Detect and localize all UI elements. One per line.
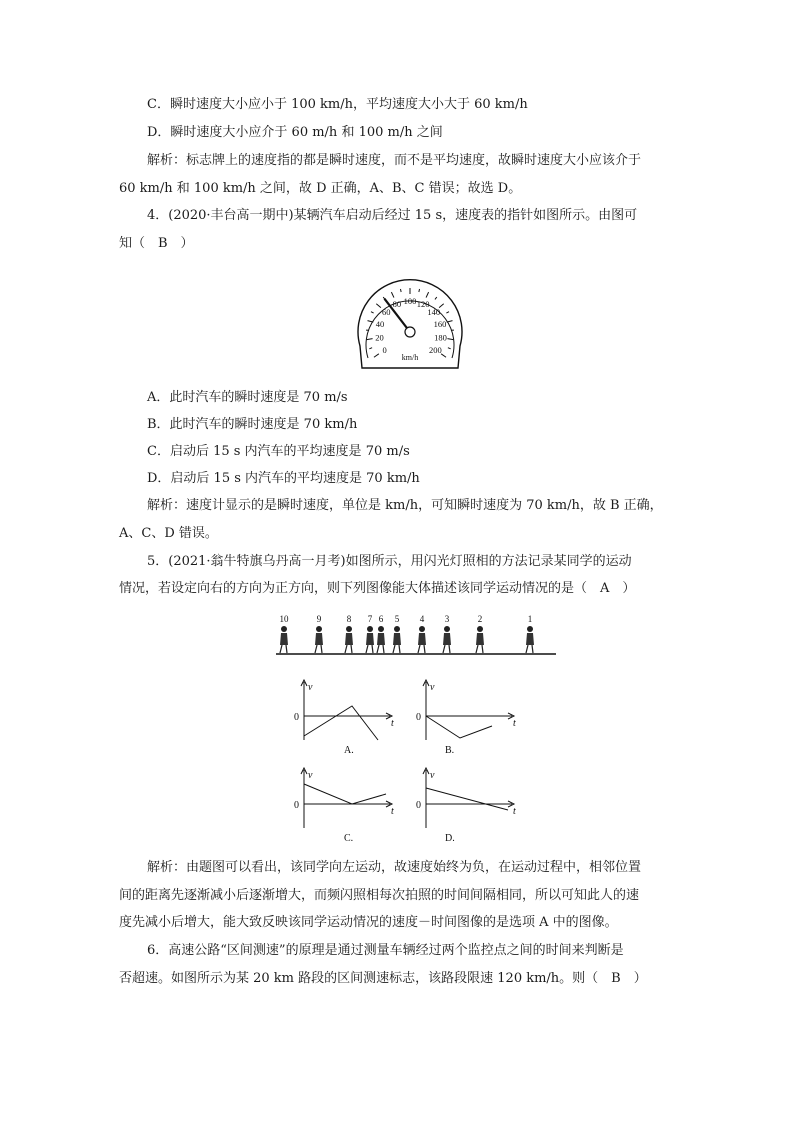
text-line-10: D．启动后 15 s 内汽车的平均速度是 70 km/h	[147, 471, 420, 486]
text-line-14: 情况，若设定向右的方向为正方向，则下列图像能大体描述该同学运动情况的是（ A ）	[119, 581, 636, 596]
speedometer-tick-mark	[419, 289, 420, 292]
graph-label-a: A.	[344, 745, 354, 756]
text-line-13: 5．(2021·翁牛特旗乌丹高一月考)如图所示，用闪光灯照相的方法记录某同学的运动	[147, 554, 632, 569]
runner-figure	[280, 626, 288, 653]
runner-figure	[366, 626, 374, 653]
speedometer-tick-label: 60	[382, 307, 391, 318]
speedometer-tick-label: 0	[382, 344, 387, 355]
svg-text:0: 0	[416, 800, 421, 811]
vt-graph-b	[412, 678, 524, 758]
text-line-16: 间的距离先逐渐减小后逐渐增大，而频闪照相每次拍照的时间间隔相同，所以可知此人的速	[119, 888, 640, 903]
text-line-18: 6．高速公路“区间测速”的原理是通过测量车辆经过两个监控点之间的时间来判断是	[147, 943, 624, 958]
text-line-8: B．此时汽车的瞬时速度是 70 km/h	[147, 417, 358, 432]
strobe-position-label: 7	[367, 614, 373, 624]
text-line-6: 知（ B ）	[119, 236, 194, 251]
runner-figure	[443, 626, 451, 653]
speedometer-tick-label: 40	[375, 318, 385, 329]
speed-unit: km/h	[401, 353, 419, 362]
runner-figure	[418, 626, 426, 653]
speedometer-tick-label: 80	[392, 298, 402, 309]
strobe-position-label: 10	[279, 614, 289, 624]
text-line-17: 度先减小后增大，能大致反映该同学运动情况的速度－时间图像的是选项 A 中的图像。	[119, 915, 618, 930]
runner-figure	[476, 626, 484, 653]
vt-graph-c	[290, 766, 402, 846]
text-line-2: D．瞬时速度大小应介于 60 m/h 和 100 m/h 之间	[147, 125, 443, 140]
svg-text:t: t	[391, 718, 394, 729]
svg-text:0: 0	[294, 800, 299, 811]
needle-hub	[405, 327, 415, 337]
strobe-position-label: 5	[394, 614, 400, 624]
runner-figure	[526, 626, 534, 653]
graph-label-b: B.	[445, 745, 455, 756]
svg-text:v: v	[308, 770, 313, 781]
graph-label-c: C.	[344, 833, 354, 844]
speedometer-tick-label: 200	[429, 344, 442, 355]
text-line-1: C．瞬时速度大小应小于 100 km/h，平均速度大小大于 60 km/h	[147, 97, 528, 112]
strobe-position-label: 1	[527, 614, 533, 624]
text-line-3: 解析：标志牌上的速度指的都是瞬时速度，而不是平均速度，故瞬时速度大小应该介于	[147, 153, 642, 168]
speedometer-tick-label: 140	[427, 307, 441, 318]
text-line-5: 4．(2020·丰台高一期中)某辆汽车启动后经过 15 s，速度表的指针如图所示。由图可	[147, 208, 638, 223]
runner-figure	[393, 626, 401, 653]
text-line-4: 60 km/h 和 100 km/h 之间，故 D 正确，A、B、C 错误；故选 D。	[119, 181, 522, 196]
text-line-11: 解析：速度计显示的是瞬时速度，单位是 km/h，可知瞬时速度为 70 km/h，故 B 正确，	[147, 498, 663, 513]
runner-figure	[345, 626, 353, 653]
vt-graph-a	[290, 678, 402, 758]
svg-text:0: 0	[294, 712, 299, 723]
runner-figure	[315, 626, 323, 653]
strobe-position-label: 3	[444, 614, 450, 624]
speedometer-tick-label: 120	[416, 298, 430, 309]
strobe-photo-figure	[272, 612, 560, 660]
speedometer-tick-label: 180	[434, 332, 447, 343]
text-line-15: 解析：由题图可以看出，该同学向左运动，故速度始终为负，在运动过程中，相邻位置	[147, 860, 642, 875]
text-line-7: A．此时汽车的瞬时速度是 70 m/s	[147, 390, 348, 405]
svg-text:v: v	[430, 770, 435, 781]
text-line-19: 否超速。如图所示为某 20 km 路段的区间测速标志，该路段限速 120 km/h。则（ B ）	[119, 971, 647, 986]
text-line-12: A、C、D 错误。	[119, 526, 218, 541]
strobe-position-label: 6	[378, 614, 384, 624]
svg-text:v: v	[430, 682, 435, 693]
svg-text:v: v	[308, 682, 313, 693]
speedometer-figure	[350, 262, 470, 374]
strobe-position-label: 8	[346, 614, 352, 624]
vt-graph-d	[412, 766, 524, 846]
strobe-position-label: 2	[477, 614, 483, 624]
speedometer-tick-label: 20	[375, 332, 384, 343]
strobe-position-label: 4	[419, 614, 425, 624]
speedometer-tick-mark	[400, 289, 401, 292]
svg-text:t: t	[391, 806, 394, 817]
strobe-position-label: 9	[316, 614, 322, 624]
speedometer-tick-label: 160	[433, 318, 447, 329]
svg-text:t: t	[513, 806, 516, 817]
svg-text:0: 0	[416, 712, 421, 723]
text-line-9: C．启动后 15 s 内汽车的平均速度是 70 m/s	[147, 444, 410, 459]
speedometer-tick-label: 100	[403, 296, 417, 306]
graph-label-d: D.	[445, 833, 455, 844]
runner-figure	[377, 626, 385, 653]
svg-text:t: t	[513, 718, 516, 729]
